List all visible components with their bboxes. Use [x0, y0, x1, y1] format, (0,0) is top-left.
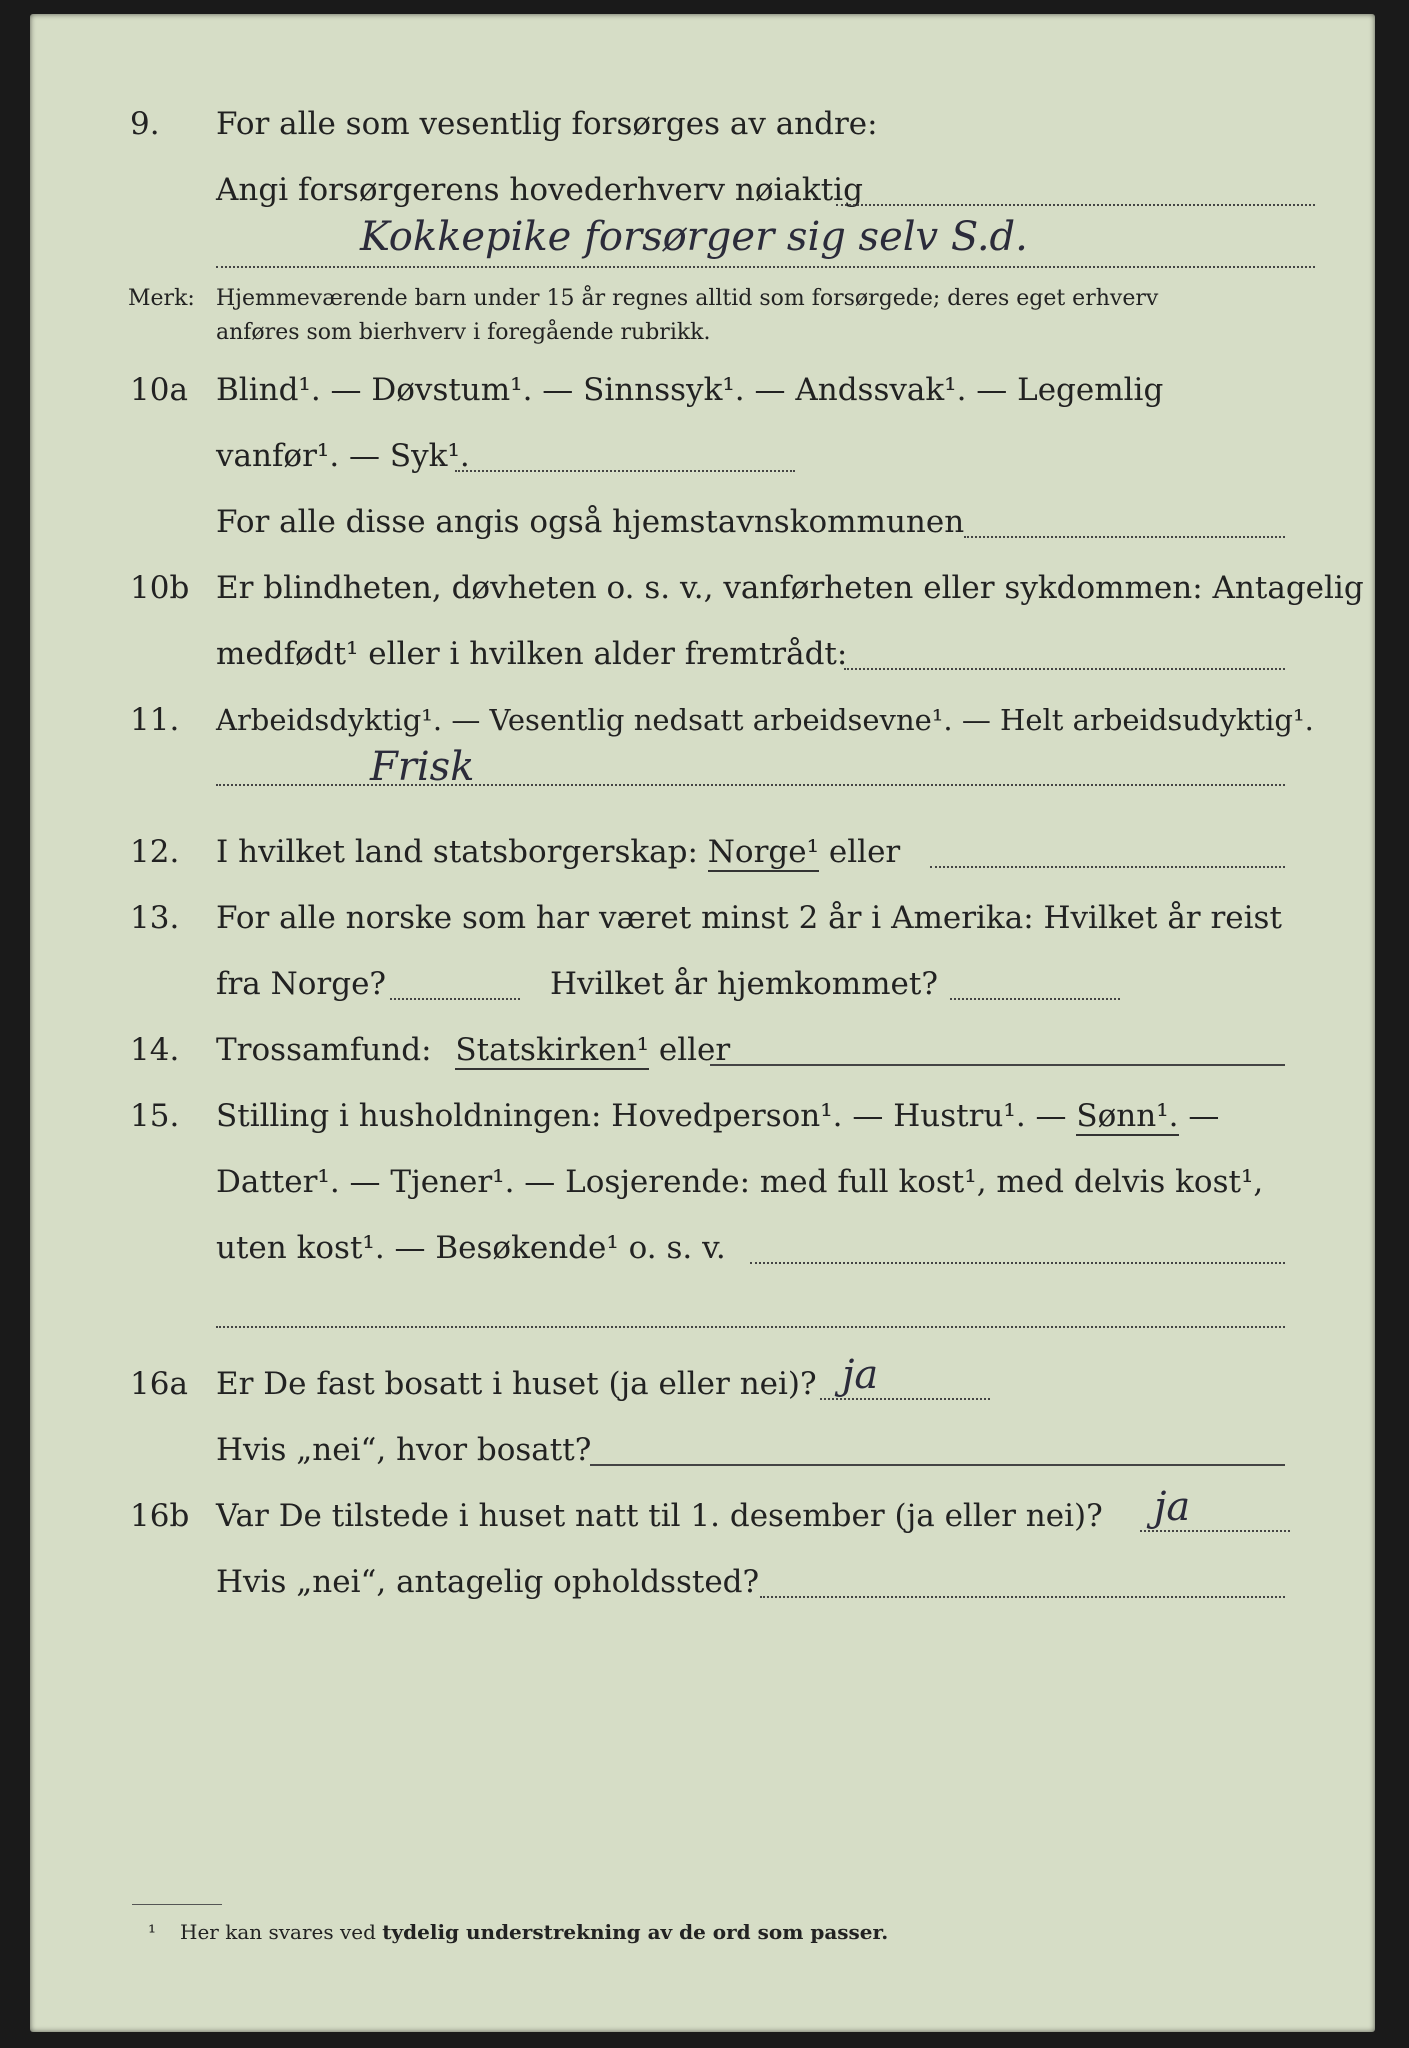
q10a-kommune-line	[964, 536, 1285, 538]
merk-label: Merk:	[128, 286, 195, 311]
q10a-number: 10a	[130, 372, 188, 408]
q14-suffix: eller	[658, 1032, 731, 1068]
q12-suffix: eller	[828, 834, 901, 870]
q16a-question: Er De fast bosatt i huset (ja eller nei)?	[216, 1366, 817, 1402]
q16b-opholdssted-line	[760, 1596, 1285, 1598]
q9-fill-line	[836, 204, 1315, 206]
q14-number: 14.	[130, 1032, 180, 1068]
q10b-fill-line	[844, 668, 1285, 670]
q13-reist-line	[390, 998, 520, 1000]
q13-number: 13.	[130, 900, 180, 936]
census-form-page	[30, 14, 1375, 2032]
q15-part-b: —	[1188, 1098, 1220, 1134]
q9-question-2: Angi forsørgerens hovederhverv nøiaktig	[216, 172, 863, 208]
q16a-handwritten-answer: ja	[842, 1352, 879, 1398]
footnote-mark: ¹	[148, 1920, 157, 1944]
q16b-question-2: Hvis „nei“, antagelig opholdssted?	[216, 1564, 760, 1600]
footnote	[180, 1920, 888, 1944]
q10b-question: Er blindheten, døvheten o. s. v., vanførheten eller sykdommen: Antagelig	[216, 570, 1364, 606]
q11-question: Arbeidsdyktig¹. — Vesentlig nedsatt arbeidsevne¹. — Helt arbeidsudyktig¹.	[216, 703, 1314, 737]
q13-hjemkommet-line	[950, 998, 1120, 1000]
q12-norge: Norge¹	[707, 834, 820, 870]
q10a-question-2: vanfør¹. — Syk¹.	[216, 438, 470, 474]
q11-number: 11.	[130, 702, 180, 738]
q12-fill-line	[930, 866, 1285, 868]
q10a-question: Blind¹. — Døvstum¹. — Sinnssyk¹. — Andssvak¹. — Legemlig	[216, 372, 1164, 408]
q15-line2	[130, 1162, 1285, 1202]
q13-line1	[130, 898, 1285, 938]
q15-number: 15.	[130, 1098, 180, 1134]
q15-question-3: uten kost¹. — Besøkende¹ o. s. v.	[216, 1230, 726, 1266]
merk-line1: Hjemmeværende barn under 15 år regnes alltid som forsørgede; deres eget erhverv	[216, 286, 1159, 311]
q16a-question-2: Hvis „nei“, hvor bosatt?	[216, 1432, 592, 1468]
q16a-line1	[130, 1364, 1285, 1404]
q9-line1	[130, 104, 1285, 144]
q12-prefix: I hvilket land statsborgerskap:	[216, 834, 698, 870]
q16b-answer-line	[1140, 1530, 1290, 1532]
q9-handwritten-answer: Kokkepike forsørger sig selv S.d.	[360, 214, 1028, 260]
q16a-bosatt-line	[590, 1464, 1285, 1466]
q12-number: 12.	[130, 834, 180, 870]
footnote-text: Her kan svares ved	[180, 1920, 376, 1944]
q11-handwritten-answer: Frisk	[370, 744, 475, 790]
merk-line2: anføres som bierhverv i foregående rubrikk.	[216, 320, 711, 345]
q11-line1	[130, 700, 1314, 740]
q15-extra-line	[216, 1326, 1285, 1328]
q10a-syk-line	[455, 470, 795, 472]
q14-fill-line	[710, 1064, 1285, 1066]
q15-part-a: Stilling i husholdningen: Hovedperson¹. — Hustru¹. —	[216, 1098, 1067, 1134]
q16a-answer-line	[820, 1398, 990, 1400]
q10b-question-2: medfødt¹ eller i hvilken alder fremtrådt:	[216, 636, 848, 672]
q10b-line1	[130, 568, 1364, 608]
q16b-line1	[130, 1496, 1285, 1536]
q10a-question-3: For alle disse angis også hjemstavnskommunen	[216, 504, 965, 540]
q10a-line1	[130, 370, 1285, 410]
footnote-bold: tydelig understrekning av de ord som passer.	[382, 1920, 889, 1944]
q9-number: 9.	[130, 106, 160, 142]
q9-question: For alle som vesentlig forsørges av andre:	[216, 106, 878, 142]
q14-statskirken: Statskirken¹	[455, 1032, 649, 1068]
q15-line1	[130, 1096, 1285, 1136]
q16a-number: 16a	[130, 1366, 188, 1402]
q15-fill-line	[750, 1262, 1285, 1264]
q15-question	[216, 1096, 1285, 1136]
q14-prefix: Trossamfund:	[216, 1032, 432, 1068]
q16b-handwritten-answer: ja	[1154, 1484, 1191, 1530]
q13-question-2a: fra Norge?	[216, 966, 387, 1002]
footnote-rule	[132, 1904, 222, 1905]
q15-question-2: Datter¹. — Tjener¹. — Losjerende: med full kost¹, med delvis kost¹,	[216, 1164, 1264, 1200]
q10b-number: 10b	[130, 570, 190, 606]
q9-answer-line	[216, 266, 1315, 268]
q16b-question: Var De tilstede i huset natt til 1. desember (ja eller nei)?	[216, 1498, 1103, 1534]
q16b-number: 16b	[130, 1498, 190, 1534]
q13-question-2b: Hvilket år hjemkommet?	[550, 966, 938, 1002]
q13-question: For alle norske som har været minst 2 år i Amerika: Hvilket år reist	[216, 900, 1282, 936]
q15-sonn: Sønn¹.	[1076, 1098, 1179, 1134]
